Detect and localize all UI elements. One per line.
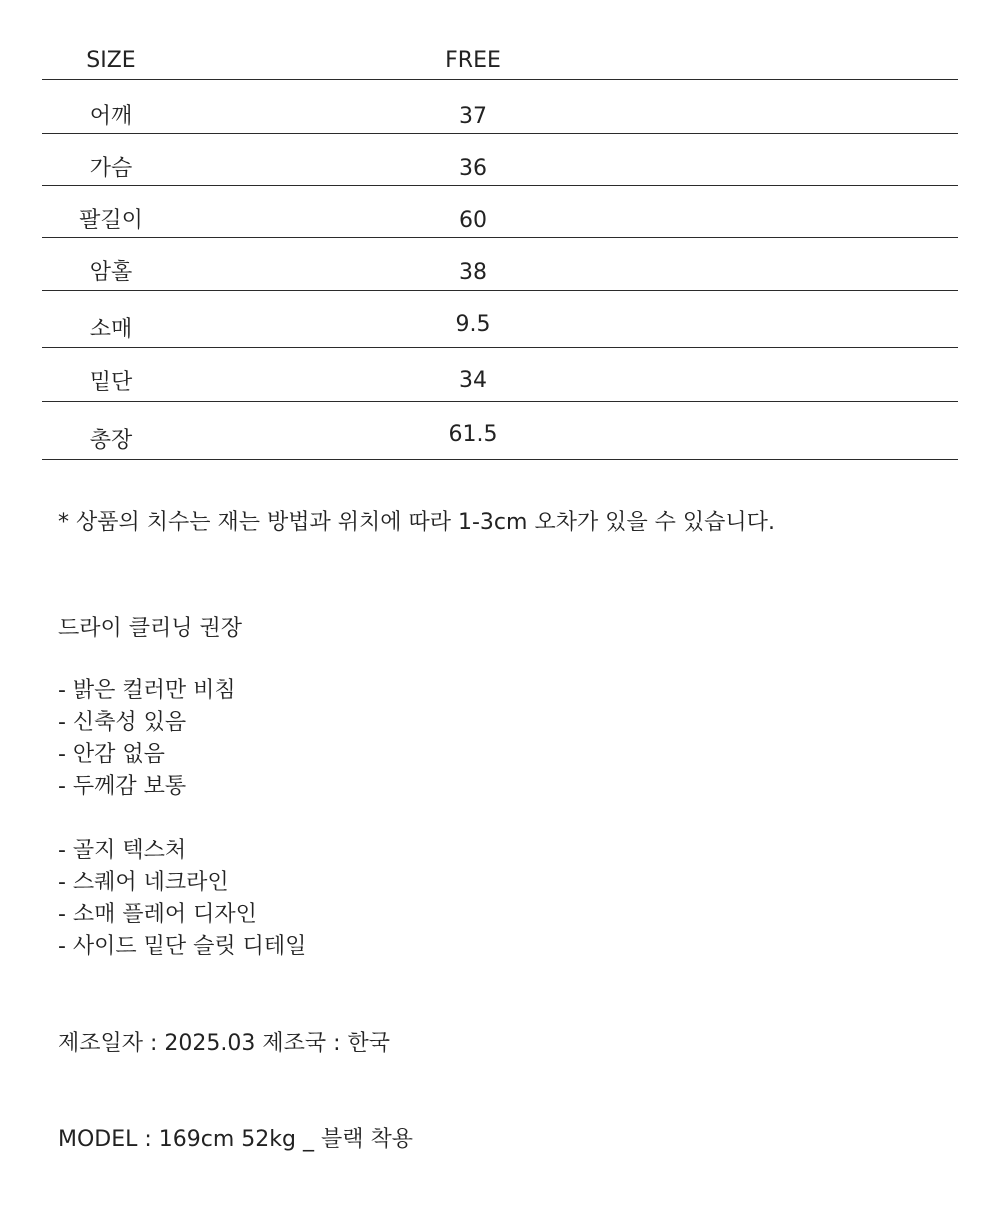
free-header-label: FREE — [445, 48, 501, 73]
model-info: MODEL : 169cm 52kg _ 블랙 착용 — [58, 1127, 413, 1152]
row-value: 38 — [459, 260, 487, 285]
table-row — [42, 238, 958, 291]
fabric-features-list — [58, 675, 236, 803]
list-item: - 두께감 보통 — [58, 774, 187, 799]
table-header-row — [42, 38, 958, 80]
row-label: 밑단 — [89, 370, 133, 395]
table-row — [42, 291, 958, 348]
row-label: 소매 — [89, 317, 133, 342]
list-item: - 신축성 있음 — [58, 710, 187, 735]
row-label: 가슴 — [89, 156, 133, 181]
row-label: 어깨 — [89, 104, 133, 129]
row-label: 팔길이 — [79, 208, 143, 233]
list-item: - 소매 플레어 디자인 — [58, 902, 257, 927]
list-item: - 스퀘어 네크라인 — [58, 870, 229, 895]
row-value: 61.5 — [448, 422, 498, 447]
care-instruction: 드라이 클리닝 권장 — [58, 616, 243, 641]
table-row — [42, 134, 958, 186]
list-item: - 골지 텍스처 — [58, 838, 187, 863]
table-row — [42, 348, 958, 402]
row-value: 34 — [459, 368, 487, 393]
size-table — [42, 38, 958, 460]
row-label: 총장 — [89, 428, 133, 453]
list-item: - 사이드 밑단 슬릿 디테일 — [58, 934, 307, 959]
design-features-list — [58, 835, 306, 963]
measurement-note: * 상품의 치수는 재는 방법과 위치에 따라 1-3cm 오차가 있을 수 있습니다. — [58, 510, 775, 535]
manufacture-info: 제조일자 : 2025.03 제조국 : 한국 — [58, 1031, 391, 1056]
table-row — [42, 80, 958, 134]
table-row — [42, 186, 958, 238]
row-value: 9.5 — [455, 312, 491, 337]
size-header-label: SIZE — [86, 48, 136, 73]
row-value: 37 — [459, 104, 487, 129]
list-item: - 밝은 컬러만 비침 — [58, 678, 236, 703]
list-item: - 안감 없음 — [58, 742, 165, 767]
table-row — [42, 402, 958, 460]
row-value: 36 — [459, 156, 487, 181]
row-label: 암홀 — [89, 260, 133, 285]
row-value: 60 — [459, 208, 487, 233]
